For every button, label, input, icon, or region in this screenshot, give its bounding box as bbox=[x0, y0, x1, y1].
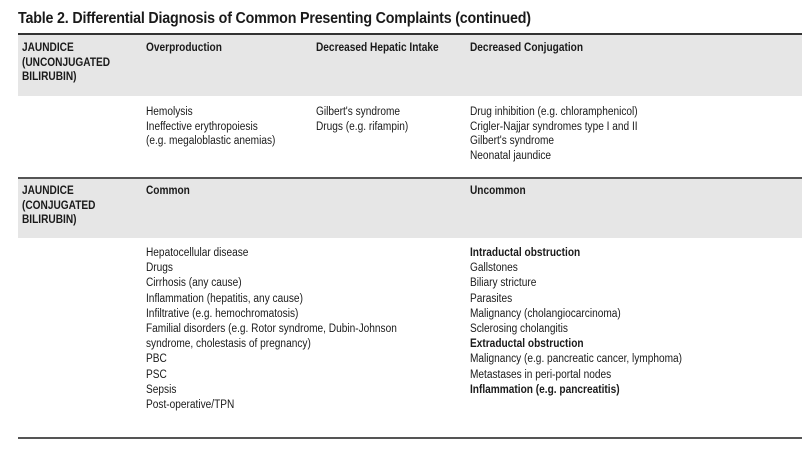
list-item: Sepsis bbox=[146, 383, 177, 396]
col-header-decreased-hepatic-intake: Decreased Hepatic Intake bbox=[316, 42, 439, 54]
list-item: Biliary stricture bbox=[470, 277, 537, 290]
list-item: Ineffective erythropoiesis bbox=[146, 120, 258, 133]
row-label-line: BILIRUBIN) bbox=[22, 214, 77, 227]
list-item: Drugs (e.g. rifampin) bbox=[316, 120, 409, 133]
list-item: PSC bbox=[146, 368, 167, 381]
uncommon-list bbox=[470, 246, 682, 398]
row-label-line: JAUNDICE bbox=[22, 185, 74, 197]
row-label-line: JAUNDICE bbox=[22, 42, 74, 54]
list-item: Metastases in peri-portal nodes bbox=[470, 368, 612, 381]
decreased-hepatic-intake-list bbox=[316, 105, 408, 134]
list-item: Crigler-Najjar syndromes type I and II bbox=[470, 120, 638, 133]
list-item: Gallstones bbox=[470, 262, 518, 275]
list-item: Gilbert's syndrome bbox=[316, 106, 401, 118]
list-item: Infiltrative (e.g. hemochromatosis) bbox=[146, 307, 299, 320]
list-item: Gilbert's syndrome bbox=[470, 135, 555, 148]
list-item: Malignancy (cholangiocarcinoma) bbox=[470, 307, 621, 320]
row-label-conjugated bbox=[22, 184, 95, 228]
list-item: Parasites bbox=[470, 292, 513, 305]
list-item: Drug inhibition (e.g. chloramphenicol) bbox=[470, 106, 638, 118]
table-title: Table 2. Differential Diagnosis of Common Presenting Complaints (continued) bbox=[18, 10, 531, 27]
list-item: (e.g. megaloblastic anemias) bbox=[146, 135, 276, 148]
list-item: PBC bbox=[146, 353, 167, 366]
bottom-rule bbox=[18, 437, 802, 439]
row-label-line: (UNCONJUGATED bbox=[22, 56, 111, 69]
list-item: Cirrhosis (any cause) bbox=[146, 277, 242, 290]
list-item: Drugs bbox=[146, 262, 174, 275]
common-list bbox=[146, 246, 397, 413]
subheading-intraductal: Intraductal obstruction bbox=[470, 247, 581, 259]
subheading-extraductal: Extraductal obstruction bbox=[470, 338, 584, 351]
col-header-overproduction: Overproduction bbox=[146, 42, 222, 54]
col-header-common: Common bbox=[146, 185, 190, 197]
list-item: Neonatal jaundice bbox=[470, 149, 552, 162]
list-item: Hepatocellular disease bbox=[146, 247, 249, 259]
list-item: Hemolysis bbox=[146, 106, 193, 118]
list-item: Malignancy (e.g. pancreatic cancer, lymphoma) bbox=[470, 353, 683, 366]
section-header-band-conjugated bbox=[18, 179, 802, 238]
list-item: Sclerosing cholangitis bbox=[470, 323, 568, 336]
row-label-unconjugated bbox=[22, 41, 110, 85]
list-item: Familial disorders (e.g. Rotor syndrome, Dubin-Johnson bbox=[146, 323, 397, 336]
col-header-uncommon: Uncommon bbox=[470, 185, 526, 197]
overproduction-list bbox=[146, 105, 275, 149]
decreased-conjugation-list bbox=[470, 105, 638, 163]
row-label-line: BILIRUBIN) bbox=[22, 71, 77, 84]
list-item: Post-operative/TPN bbox=[146, 399, 235, 412]
list-item: syndrome, cholestasis of pregnancy) bbox=[146, 338, 311, 351]
list-item: Inflammation (hepatitis, any cause) bbox=[146, 292, 303, 305]
col-header-decreased-conjugation: Decreased Conjugation bbox=[470, 42, 584, 54]
subheading-inflammation: Inflammation (e.g. pancreatitis) bbox=[470, 383, 620, 396]
row-label-line: (CONJUGATED bbox=[22, 199, 96, 212]
